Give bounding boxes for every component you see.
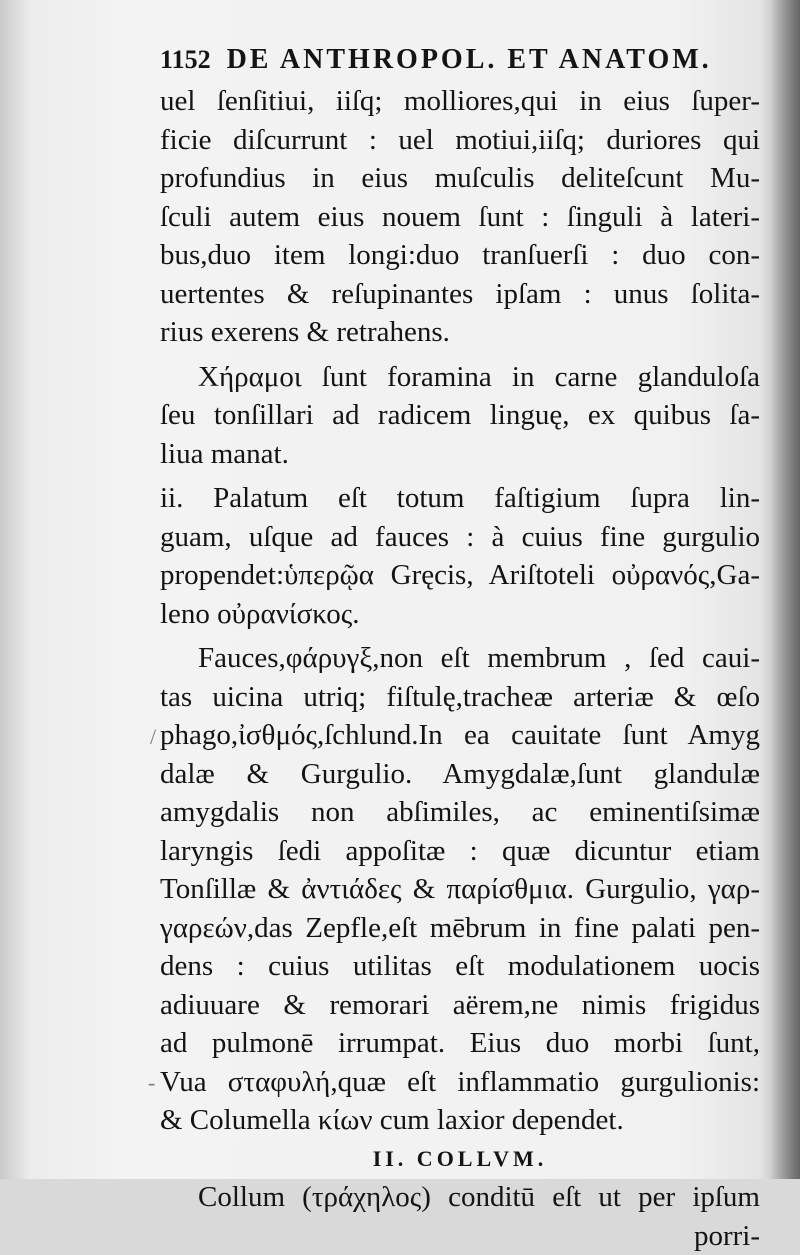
text-line: Tonſillæ & ἀντιάδες & παρίσθμια. Gurgulio, γαρ- [160, 870, 760, 909]
text-line: adiuuare & remorari aërem,ne nimis frigidus [160, 986, 760, 1025]
running-header [160, 38, 760, 82]
text-line: ficie diſcurrunt : uel motiui,iiſq; duriores qui [160, 121, 760, 160]
margin-stroke: - [148, 1070, 155, 1096]
text-line: laryngis ſedi appoſitæ : quæ dicuntur etiam [160, 832, 760, 871]
text-line: bus,duo item longi:duo tranſuerſi : duo con- [160, 236, 760, 275]
text-line: phago,ἰσθμός,ſchlund.In ea cauitate ſunt Amyg [160, 716, 760, 755]
text-line: ad pulmonē irrumpat. Eius duo morbi ſunt, [160, 1024, 760, 1063]
text-line: Fauces,φάρυγξ,non eſt membrum , ſed caui- [160, 639, 760, 678]
text-line: dens : cuius utilitas eſt modulationem uocis [160, 947, 760, 986]
text-line: tas uicina utriq; fiſtulę,tracheæ arteriæ & œſo [160, 678, 760, 717]
text-line: Χήραμοι ſunt foramina in carne glanduloſa [160, 358, 760, 397]
text-line: leno οὐρανίσκος. [160, 595, 760, 634]
text-line: uel ſenſitiui, iiſq; molliores,qui in eius ſuper- [160, 82, 760, 121]
text-line: amygdalis non abſimiles, ac eminentiſsimæ [160, 793, 760, 832]
paragraph-cheramoi [160, 358, 760, 474]
text-line: & Columella κίων cum laxior dependet. [160, 1101, 760, 1140]
text-line: uertentes & reſupinantes ipſam : unus ſolita- [160, 275, 760, 314]
running-title: DE ANTHROPOL. ET ANATOM. [227, 44, 712, 75]
text-line: rius exerens & retrahens. [160, 313, 760, 352]
text-line: γαρεών,das Zepfle,eſt mēbrum in fine palati pen- [160, 909, 760, 948]
text-line: liua manat. [160, 435, 760, 474]
text-line: dalæ & Gurgulio. Amygdalæ,ſunt glandulæ [160, 755, 760, 794]
margin-stroke: / [150, 724, 156, 750]
text-line: ii. Palatum eſt totum faſtigium ſupra lin- [160, 479, 760, 518]
text-line: propendet:ὑπερῷα Gręcis, Ariſtoteli οὐρανός,Ga- [160, 556, 760, 595]
page-number: 1152 [160, 45, 211, 74]
section-heading: II. COLLVM. [160, 1140, 760, 1179]
catchword: porri- [160, 1217, 760, 1255]
paragraph-tongue-nerves [160, 82, 760, 352]
paragraph-fauces [160, 639, 760, 1140]
text-line: Collum (τράχηλος) conditū eſt ut per ipſum [160, 1178, 760, 1217]
text-line: guam, uſque ad fauces : à cuius fine gurgulio [160, 518, 760, 557]
paragraph-collum [160, 1178, 760, 1255]
text-line: Vua σταφυλή,quæ eſt inflammatio gurgulionis: [160, 1063, 760, 1102]
text-line: ſeu tonſillari ad radicem linguę, ex quibus ſa- [160, 396, 760, 435]
paragraph-palatum [160, 479, 760, 633]
text-block [160, 38, 760, 1255]
text-line: profundius in eius muſculis deliteſcunt Mu- [160, 159, 760, 198]
page-gutter-shadow [770, 0, 800, 1179]
text-line: ſculi autem eius nouem ſunt : ſinguli à lateri- [160, 198, 760, 237]
